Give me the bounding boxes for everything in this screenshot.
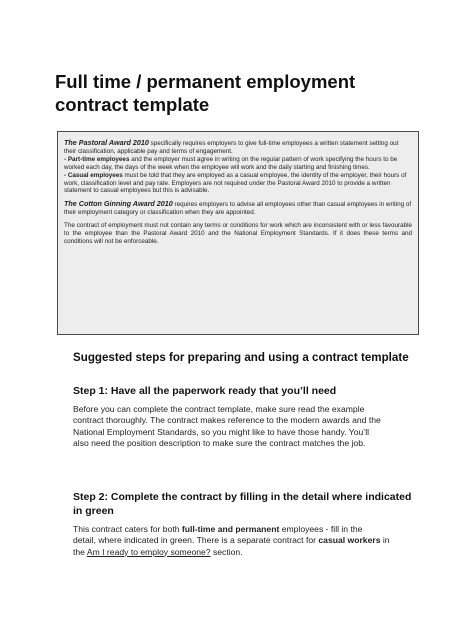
part-time-label: - Part-time employees [64, 155, 130, 163]
step-1-body: Before you can complete the contract template, make sure read the example contract thoroughly. The contract makes reference to the modern awards and the National Employment Standards, so you might like to have those handy. You’ll also need the position description to make sure the contract matches the job. [73, 404, 381, 448]
document-title [55, 70, 435, 116]
title-line-1: Full time / permanent employment [55, 71, 356, 92]
title-line-2: contract template [55, 94, 210, 115]
contract-terms-paragraph: The contract of employment must not contain any terms or conditions for work which are inconsistent with or less favourable to the employee than the Pastoral Award 2010 and the National Employment Standards. If it does these terms and conditions will not be enforceable. [64, 222, 412, 245]
suggested-steps-heading: Suggested steps for preparing and using a contract template [73, 351, 409, 364]
step-2-body: This contract caters for both full-time and permanent employees - fill in the detail, where indicated in green. There is a separate contract for casual workers in the Am I ready to employ someone? section. [73, 524, 390, 557]
am-i-ready-link[interactable]: Am I ready to employ someone? [86, 546, 211, 557]
pastoral-award-name: The Pastoral Award 2010 [64, 138, 149, 147]
cotton-ginning-award-name: The Cotton Ginning Award 2010 [64, 199, 173, 209]
step-1-heading: Step 1: Have all the paperwork ready that you’ll need [73, 385, 337, 397]
casual-label: - Casual employees [64, 171, 123, 179]
award-notice-box [57, 131, 419, 335]
step-2-heading: Step 2: Complete the contract by filling in the detail where indicated in green [73, 491, 412, 517]
cotton-ginning-paragraph: The Cotton Ginning Award 2010 requires employers to advise all employees other than casual employees in writing of their employment category or classification when they are appointed. [64, 199, 412, 217]
pastoral-award-paragraph: The Pastoral Award 2010 specifically requires employers to give full-time employees a written statement setting out their classification, applicable pay and terms of engagement. - Part-time employees and the employer must agree in writing on the regular pattern of work specifying the hours to be worked each day, the days of the week when the employee will work and the daily starting and finishing times. - Casual employees must be told that they are employed as a casual employee, the identity of the employer, their hours of work, classification level and pay rate. Employers are not required under the Pastoral Award 2010 to provide a written statement to casual employees but this is advisable. [64, 138, 407, 195]
